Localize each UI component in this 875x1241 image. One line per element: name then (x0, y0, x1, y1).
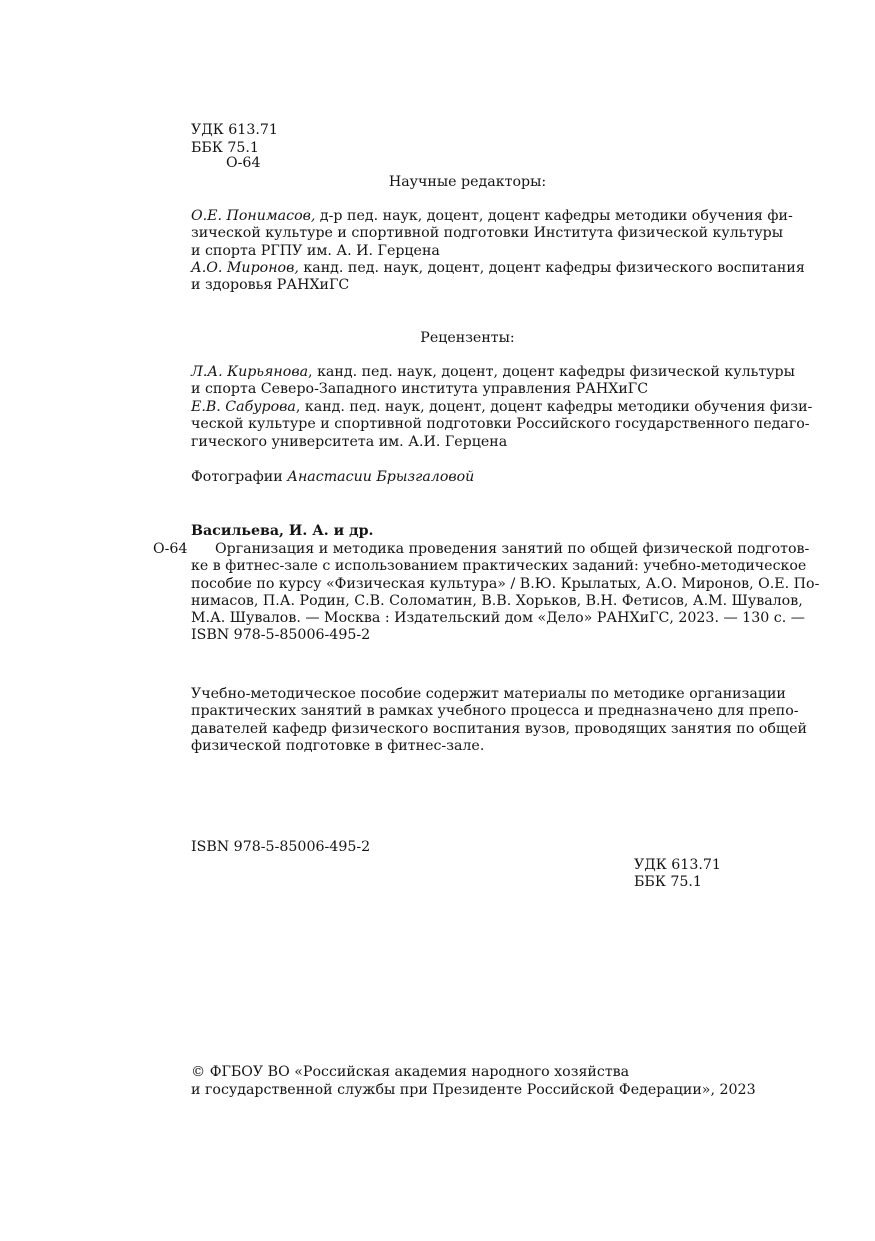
bib-author: Васильева, И. А. и др. (191, 523, 374, 539)
annotation-line-1: Учебно-методическое пособие содержит материалы по методике организации (191, 686, 786, 702)
annotation-line-4: физической подготовке в фитнес-зале. (191, 738, 485, 754)
photographer-name: Анастасии Брызгаловой (287, 469, 475, 485)
reviewer-2-line-2: ческой культуре и спортивной подготовки Российского государственного педаго- (191, 416, 810, 432)
editor-1-line-3: и спорта РГПУ им. А. И. Герцена (191, 243, 440, 259)
editor-1-line-1: О.Е. Понимасов, д-р пед. наук, доцент, доцент кафедры методики обучения фи- (191, 208, 793, 224)
bbk-top: ББК 75.1 (191, 140, 259, 156)
bib-isbn: ISBN 978-5-85006-495-2 (191, 627, 371, 643)
author-code-top: О-64 (226, 155, 261, 171)
editor-1-line-2: зической культуре и спортивной подготовки Института физической культуры (191, 225, 784, 241)
bib-line-1: Организация и методика проведения занятий по общей физической подготов- (215, 541, 810, 557)
udk-bottom: УДК 613.71 (634, 857, 721, 873)
reviewer-1-line-2: и спорта Северо-Западного института управления РАНХиГС (191, 381, 649, 397)
bbk-bottom: ББК 75.1 (634, 874, 702, 890)
annotation-line-2: практических занятий в рамках учебного процесса и предназначено для препо- (191, 703, 799, 719)
annotation-line-3: давателей кафедр физического воспитания вузов, проводящих занятия по общей (191, 721, 807, 737)
editor-1-name: О.Е. Понимасов, (191, 208, 316, 224)
bib-line-3: пособие по курсу «Физическая культура» / В.Ю. Крылатых, А.О. Миронов, О.Е. По- (191, 576, 820, 592)
editor-2-name: А.О. Миронов, (191, 260, 299, 276)
bib-line-2: ке в фитнес-зале с использованием практических заданий: учебно-методическое (191, 558, 807, 574)
reviewer-1-line-1: Л.А. Кирьянова, канд. пед. наук, доцент, доцент кафедры физической культуры (191, 364, 795, 380)
editor-2-line-1: А.О. Миронов, канд. пед. наук, доцент, доцент кафедры физического воспитания (191, 260, 805, 276)
copyright-line-1: © ФГБОУ ВО «Российская академия народного хозяйства (191, 1064, 630, 1080)
copyright-line-2: и государственной службы при Президенте Российской Федерации», 2023 (191, 1082, 756, 1098)
reviewer-2-line-1: Е.В. Сабурова, канд. пед. наук, доцент, доцент кафедры методики обучения физи- (191, 399, 813, 415)
reviewers-heading: Рецензенты: (420, 330, 515, 346)
reviewer-1-name: Л.А. Кирьянова (191, 364, 309, 380)
bib-line-5: М.А. Шувалов. — Москва : Издательский дом «Дело» РАНХиГС, 2023. — 130 с. — (191, 610, 805, 626)
isbn: ISBN 978-5-85006-495-2 (191, 839, 371, 855)
bib-author-code: О-64 (153, 541, 188, 557)
editors-heading: Научные редакторы: (388, 174, 547, 190)
bib-line-4: нимасов, П.А. Родин, С.В. Соломатин, В.В. Хорьков, В.Н. Фетисов, А.М. Шувалов, (191, 593, 803, 609)
udk-top: УДК 613.71 (191, 122, 278, 138)
editor-2-line-2: и здоровья РАНХиГС (191, 277, 350, 293)
reviewer-2-name: Е.В. Сабурова (191, 399, 296, 415)
photo-credit: Фотографии Анастасии Брызгаловой (191, 469, 475, 485)
reviewer-2-line-3: гического университета им. А.И. Герцена (191, 434, 508, 450)
